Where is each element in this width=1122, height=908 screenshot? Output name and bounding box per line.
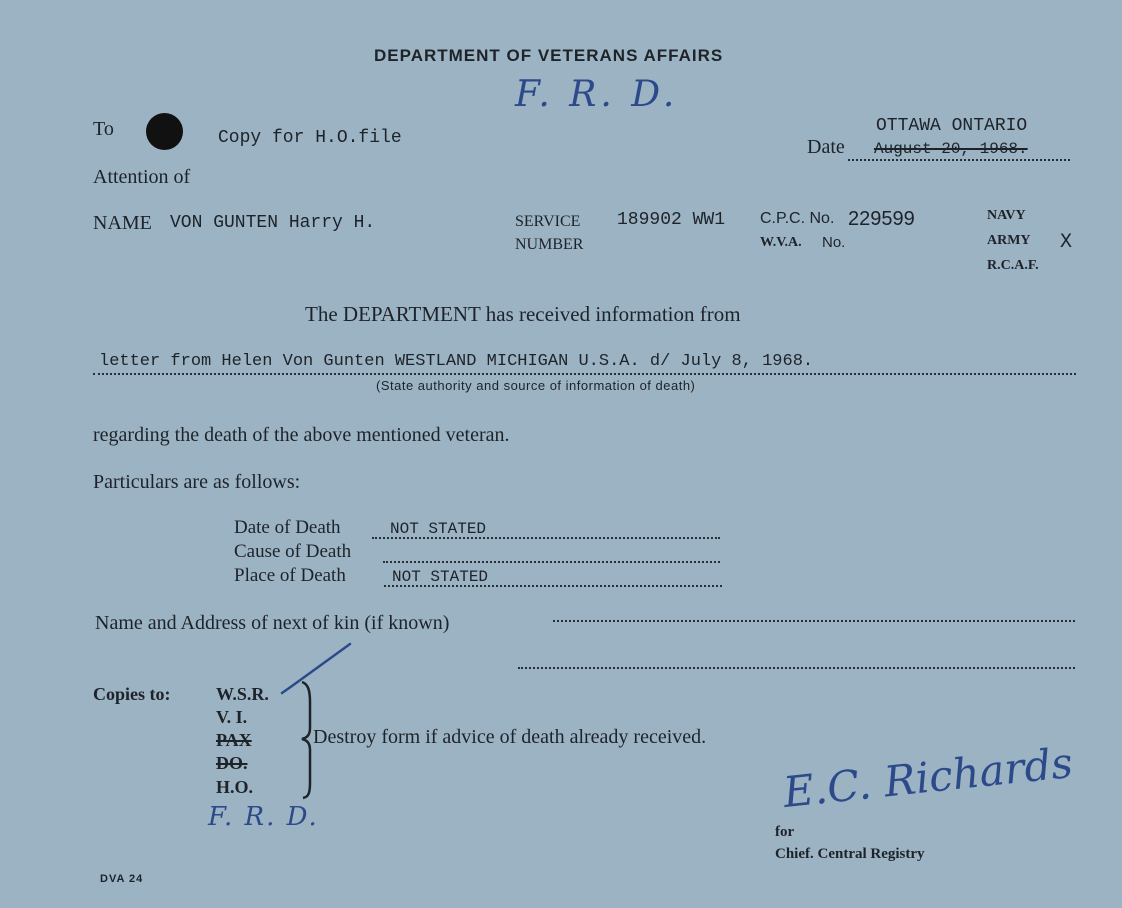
to-value: Copy for H.O.file <box>218 128 402 148</box>
branch-rcaf: R.C.A.F. <box>987 258 1039 273</box>
place-of-death-line <box>384 568 722 587</box>
copy-vi: V. I. <box>216 707 248 727</box>
copy-wsr: W.S.R. <box>216 684 269 704</box>
date-of-death-value: NOT STATED <box>390 520 487 538</box>
cpc-label: C.P.C. No. <box>760 210 835 227</box>
branch-army: ARMY <box>987 233 1031 248</box>
check-mark-icon <box>282 644 350 693</box>
brace-icon <box>302 682 310 798</box>
department-heading: DEPARTMENT OF VETERANS AFFAIRS <box>374 46 724 65</box>
to-label: To <box>93 118 114 140</box>
wva-label: W.V.A. <box>760 235 802 250</box>
copy-do: DO. <box>216 753 248 773</box>
form-number: DVA 24 <box>100 873 144 885</box>
copies-label: Copies to: <box>93 684 171 704</box>
handwritten-frd-note: F. R. D. <box>515 74 679 115</box>
next-of-kin-line-2 <box>518 667 1075 669</box>
for-label: for <box>775 824 795 840</box>
branch-navy: NAVY <box>987 208 1026 223</box>
place-of-death-value: NOT STATED <box>392 568 489 586</box>
source-caption: (State authority and source of information of death) <box>376 378 696 393</box>
copies-instruction: Destroy form if advice of death already received. <box>313 726 707 748</box>
regarding-text: regarding the death of the above mentioned veteran. <box>93 424 510 446</box>
service-label-line2: NUMBER <box>515 236 584 253</box>
date-of-death-label: Date of Death <box>234 517 341 538</box>
name-value: VON GUNTEN Harry H. <box>170 213 376 233</box>
cause-of-death-line <box>383 544 720 563</box>
service-label-line1: SERVICE <box>515 213 581 230</box>
copies-bracket-and-check <box>250 638 370 808</box>
copy-ho: H.O. <box>216 777 254 797</box>
branch-mark: X <box>1060 231 1073 254</box>
date-value: August 20, 1968. <box>874 140 1028 158</box>
attention-label: Attention of <box>93 166 191 188</box>
particulars-label: Particulars are as follows: <box>93 471 301 493</box>
date-label: Date <box>807 136 845 158</box>
info-statement: The DEPARTMENT has received information from <box>305 302 741 326</box>
punch-hole <box>146 113 183 150</box>
location-text: OTTAWA ONTARIO <box>876 116 1028 136</box>
source-line <box>93 352 1076 375</box>
place-of-death-label: Place of Death <box>234 565 346 586</box>
name-label: NAME <box>93 212 152 234</box>
cause-of-death-label: Cause of Death <box>234 541 352 562</box>
copy-pax: PAX <box>216 730 252 750</box>
date-line <box>848 140 1070 161</box>
next-of-kin-line-1 <box>553 620 1075 622</box>
source-text: letter from Helen Von Gunten WESTLAND MICHIGAN U.S.A. d/ July 8, 1968. <box>99 352 814 371</box>
handwritten-frd-copies: F. R. D. <box>208 802 319 832</box>
wva-no-label: No. <box>822 234 846 251</box>
next-of-kin-label: Name and Address of next of kin (if known) <box>95 612 450 634</box>
signature: E.C. Richards <box>780 737 1075 817</box>
service-number: 189902 WW1 <box>617 210 726 230</box>
registry-title: Chief. Central Registry <box>775 846 925 862</box>
date-of-death-line <box>372 520 720 539</box>
cpc-value: 229599 <box>848 208 915 230</box>
